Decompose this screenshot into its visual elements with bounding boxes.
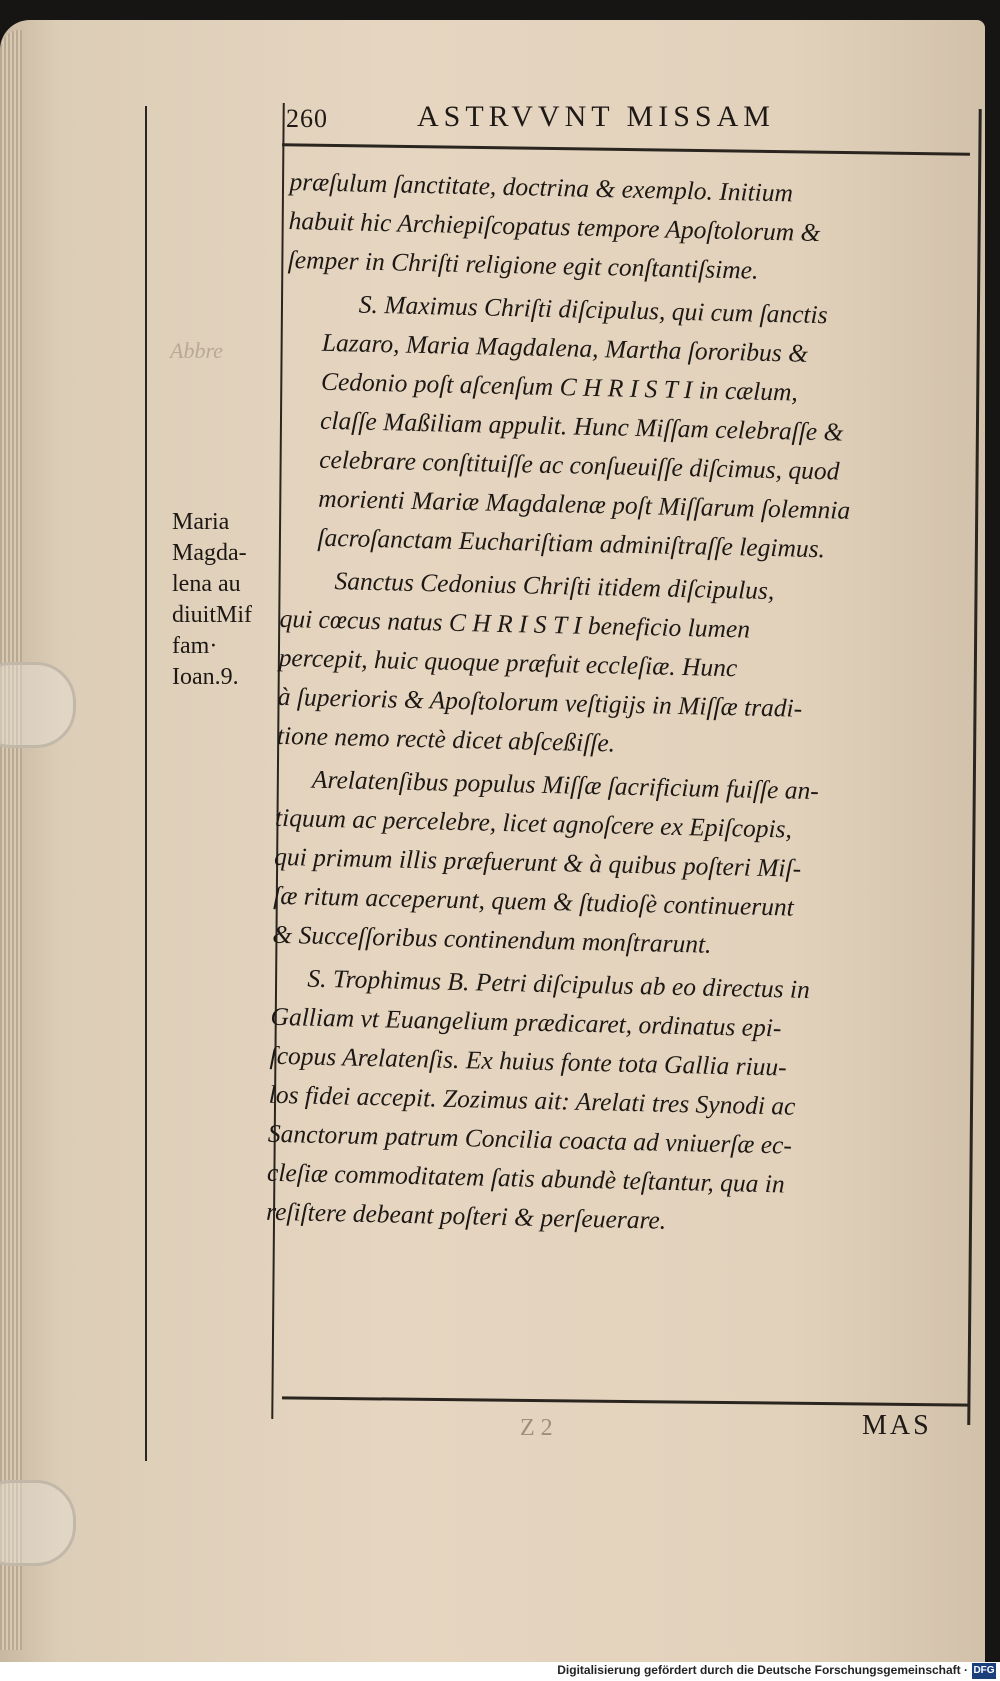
- text-line: tiquum ac percelebre, licet agnoſcere ex Epiſcopis,: [274, 802, 793, 844]
- paragraph: [277, 560, 951, 770]
- paragraph: [281, 283, 957, 571]
- running-head: ASTRVVNT MISSAM: [417, 100, 775, 133]
- text-line: los fidei accepit. Zozimus ait: Arelati tres Synodi ac: [268, 1079, 796, 1121]
- text-line: percepit, huic quoque præfuit eccleſiæ. Hunc: [278, 642, 738, 683]
- text-line: Cedonio poſt aſcenſum C H R I S T I in cælum,: [320, 366, 799, 407]
- signature-mark: Z 2: [520, 1415, 553, 1441]
- clip-tab-upper: [0, 662, 76, 748]
- page-edge-stack: [0, 30, 22, 1650]
- text-line: ſemper in Chriſti religione egit conſtantiſsime.: [287, 244, 759, 285]
- text-line: præſulum ſanctitate, doctrina & exemplo. Initium: [289, 166, 794, 208]
- catchword: MAS: [862, 1410, 932, 1441]
- text-line: reſiſtere debeant poſteri & perſeuerare.: [265, 1196, 667, 1235]
- margin-note-line: Ioan.9.: [172, 664, 239, 690]
- text-line: Sanctorum patrum Concilia coacta ad vniuerſæ ec-: [267, 1118, 793, 1160]
- text-line: Galliam vt Euangelium prædicaret, ordinatus epi-: [270, 1001, 782, 1043]
- text-line: celebrare conſtituiſſe ac conſueuiſſe diſcimus, quod: [318, 444, 840, 486]
- text-line: à ſuperioris & Apoſtolorum veſtigijs in Miſſæ tradi-: [277, 681, 803, 723]
- margin-note-line: diuitMif: [172, 602, 253, 628]
- text-line: ſcopus Arelatenſis. Ex huius fonte tota Gallia riuu-: [269, 1040, 787, 1082]
- show-through-text: Abbre: [170, 338, 223, 363]
- text-line: morienti Mariæ Magdalenæ poſt Miſſarum ſolemnia: [318, 483, 851, 525]
- text-line: Sanctus Cedonius Chriſti itidem diſcipulus,: [334, 566, 775, 606]
- margin-note-line: lena au: [172, 571, 241, 597]
- paragraph: [266, 958, 942, 1246]
- page-header: [282, 100, 962, 150]
- text-line: tione nemo rectè dicet abſceßiſſe.: [276, 720, 616, 758]
- dfg-logo-icon: DFG: [972, 1663, 996, 1679]
- body-text: [266, 162, 960, 1250]
- paragraph: [272, 759, 946, 969]
- clip-tab-lower: [0, 1480, 76, 1566]
- text-line: S. Trophimus B. Petri diſcipulus ab eo directus in: [307, 963, 811, 1005]
- text-line: Lazaro, Maria Magdalena, Martha ſororibus &: [321, 327, 809, 368]
- text-line: ſæ ritum acceperunt, quem & ſtudioſè continuerunt: [273, 880, 795, 922]
- text-line: cleſiæ commoditatem ſatis abundè teſtantur, qua in: [266, 1157, 786, 1199]
- text-line: Arelatenſibus populus Miſſæ ſacrificium fuiſſe an-: [311, 764, 820, 806]
- margin-note: [172, 507, 277, 693]
- text-line: qui primum illis præfuerunt & à quibus poſteri Miſ-: [273, 841, 802, 883]
- paragraph: [287, 162, 959, 294]
- margin-note-line: fam·: [172, 633, 218, 659]
- text-line: qui cœcus natus C H R I S T I beneficio lumen: [279, 603, 751, 644]
- credit-text: Digitalisierung gefördert durch die Deutsche Forschungsgemeinschaft ·: [557, 1663, 968, 1677]
- text-line: & Succeſſoribus continendum monſtrarunt.: [272, 919, 712, 959]
- margin-note-line: Magda-: [172, 540, 247, 566]
- text-line: ſacroſanctam Euchariſtiam adminiſtraſſe legimus.: [317, 522, 826, 564]
- margin-rule: [145, 106, 147, 1461]
- text-line: S. Maximus Chriſti diſcipulus, qui cum ſanctis: [358, 289, 828, 330]
- text-line: habuit hic Archiepiſcopatus tempore Apoſtolorum &: [288, 205, 821, 248]
- text-line: claſſe Maßiliam appulit. Hunc Miſſam celebraſſe &: [319, 405, 844, 447]
- page-number: 260: [286, 104, 328, 133]
- margin-note-line: Maria: [172, 509, 230, 535]
